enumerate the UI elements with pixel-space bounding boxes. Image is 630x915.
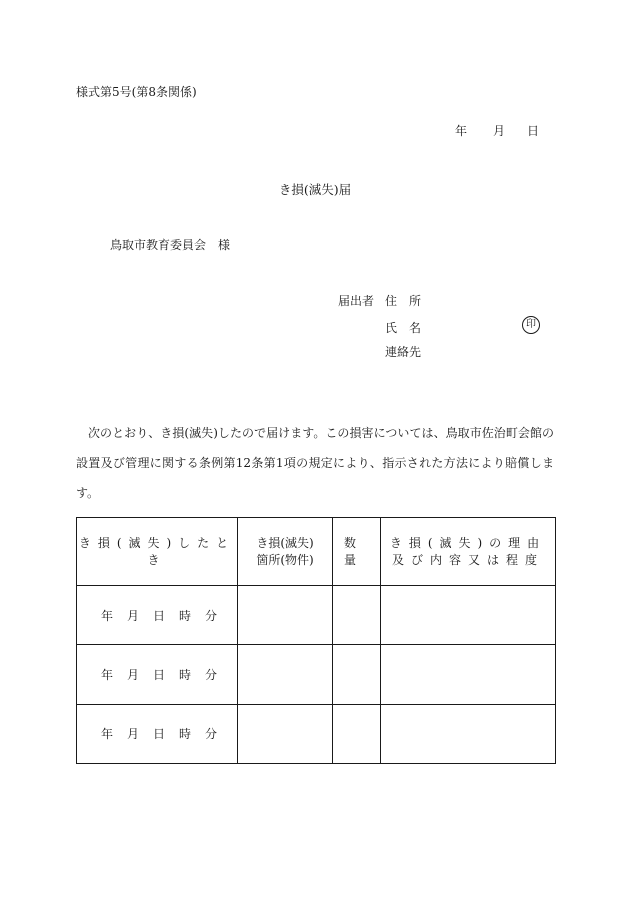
date-month-label: 月 <box>493 124 506 138</box>
reason-cell[interactable] <box>381 645 556 704</box>
body-paragraph: 次のとおり、き損(滅失)したので届けます。この損害については、鳥取市佐治町会館の設置及び管理に関する条例第12条第1項の規定により、指示された方法により賠償します。 <box>76 426 554 500</box>
quantity-cell[interactable] <box>333 645 381 704</box>
form-number: 様式第5号(第8条関係) <box>76 85 197 99</box>
submitter-label: 届出者 <box>338 294 375 308</box>
header-place <box>238 518 333 586</box>
address-label: 住 所 <box>385 294 422 308</box>
name-label: 氏 名 <box>385 321 422 335</box>
place-cell[interactable] <box>238 704 333 763</box>
table-row <box>77 704 556 763</box>
table-header-row <box>77 518 556 586</box>
header-quantity: 数量 <box>333 518 381 586</box>
date-year-label: 年 <box>455 124 468 138</box>
place-cell[interactable] <box>238 586 333 645</box>
header-reason <box>381 518 556 586</box>
date-day-label: 日 <box>527 124 540 138</box>
datetime-cell[interactable]: 年月日時分 <box>77 586 238 645</box>
contact-label: 連絡先 <box>385 345 422 359</box>
header-reason-line1: き損(滅失)の理由 <box>389 535 547 550</box>
damage-record-table <box>76 517 556 764</box>
quantity-cell[interactable] <box>333 586 381 645</box>
seal-icon: 印 <box>522 316 540 334</box>
document-title: き損(滅失)届 <box>278 182 352 197</box>
table-row <box>77 645 556 704</box>
header-place-line1: き損(滅失) <box>256 535 314 550</box>
header-place-line2: 箇所(物件) <box>256 552 314 567</box>
date-line <box>455 122 539 139</box>
datetime-cell[interactable]: 年月日時分 <box>77 645 238 704</box>
reason-cell[interactable] <box>381 586 556 645</box>
datetime-cell[interactable]: 年月日時分 <box>77 704 238 763</box>
header-reason-line2: 及び内容又は程度 <box>391 552 544 567</box>
table-row <box>77 586 556 645</box>
quantity-cell[interactable] <box>333 704 381 763</box>
place-cell[interactable] <box>238 645 333 704</box>
addressee: 鳥取市教育委員会 様 <box>110 238 231 252</box>
header-when: き損(滅失)したとき <box>77 518 238 586</box>
reason-cell[interactable] <box>381 704 556 763</box>
